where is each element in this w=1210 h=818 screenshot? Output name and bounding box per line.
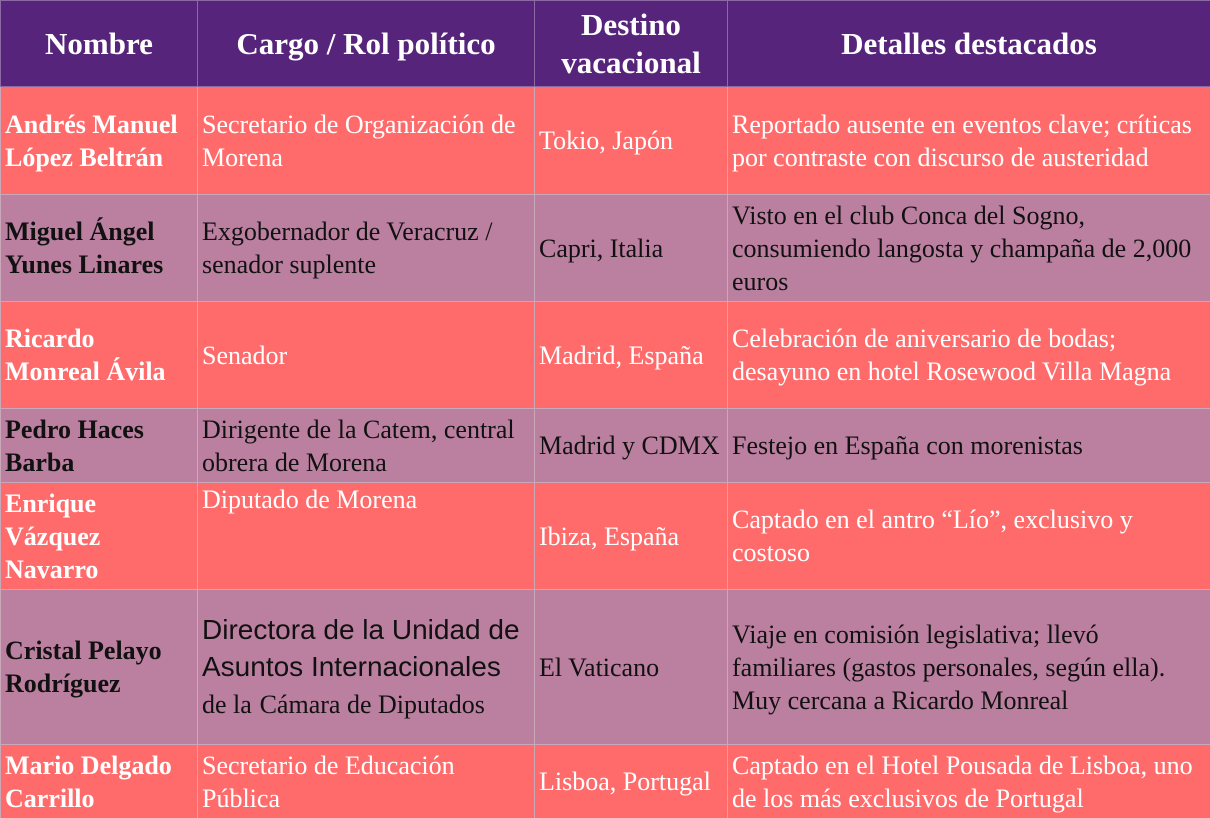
- cell-details: Celebración de aniversario de bodas; desayuno en hotel Rosewood Villa Magna: [728, 302, 1210, 409]
- cell-role: [198, 590, 535, 745]
- cell-name: Ricardo Monreal Ávila: [1, 302, 198, 409]
- cell-destination: El Vaticano: [535, 590, 728, 745]
- table-row: [1, 590, 1210, 745]
- table-row: [1, 745, 1210, 818]
- cell-details: Captado en el Hotel Pousada de Lisboa, uno de los más exclusivos de Portugal: [728, 745, 1210, 818]
- cell-name: Cristal Pelayo Rodríguez: [1, 590, 198, 745]
- cell-destination: Madrid y CDMX: [535, 409, 728, 483]
- cell-role: Diputado de Morena: [198, 483, 535, 590]
- cell-name: Mario Delgado Carrillo: [1, 745, 198, 818]
- table-row: [1, 195, 1210, 302]
- cell-role: Senador: [198, 302, 535, 409]
- header-details: Detalles destacados: [728, 1, 1210, 87]
- cell-destination: Capri, Italia: [535, 195, 728, 302]
- table-row: [1, 87, 1210, 195]
- cell-role-part1: Directora de la Unidad de Asuntos Internacionales: [202, 614, 520, 682]
- header-destination: Destino vacacional: [535, 1, 728, 87]
- cell-role: Secretario de Educación Pública: [198, 745, 535, 818]
- cell-details: Reportado ausente en eventos clave; críticas por contraste con discurso de austeridad: [728, 87, 1210, 195]
- cell-destination: Lisboa, Portugal: [535, 745, 728, 818]
- cell-details: Captado en el antro “Lío”, exclusivo y costoso: [728, 483, 1210, 590]
- cell-role: Dirigente de la Catem, central obrera de Morena: [198, 409, 535, 483]
- table-row: [1, 302, 1210, 409]
- cell-name: Miguel Ángel Yunes Linares: [1, 195, 198, 302]
- cell-details: Viaje en comisión legislativa; llevó familiares (gastos personales, según ella). Muy cercana a Ricardo Monreal: [728, 590, 1210, 745]
- cell-role-part3: Cámara de Diputados: [259, 690, 485, 719]
- cell-name: Andrés Manuel López Beltrán: [1, 87, 198, 195]
- header-row: [1, 1, 1210, 87]
- header-name: Nombre: [1, 1, 198, 87]
- cell-role: Secretario de Organización de Morena: [198, 87, 535, 195]
- cell-destination: Madrid, España: [535, 302, 728, 409]
- header-role: Cargo / Rol político: [198, 1, 535, 87]
- table-row: [1, 483, 1210, 590]
- cell-destination: Tokio, Japón: [535, 87, 728, 195]
- table-row: [1, 409, 1210, 483]
- cell-name: Enrique Vázquez Navarro: [1, 483, 198, 590]
- cell-details: Festejo en España con morenistas: [728, 409, 1210, 483]
- cell-destination: Ibiza, España: [535, 483, 728, 590]
- cell-name: Pedro Haces Barba: [1, 409, 198, 483]
- cell-role: Exgobernador de Veracruz / senador suplente: [198, 195, 535, 302]
- cell-role-part2: de la: [202, 690, 252, 719]
- cell-details: Visto en el club Conca del Sogno, consumiendo langosta y champaña de 2,000 euros: [728, 195, 1210, 302]
